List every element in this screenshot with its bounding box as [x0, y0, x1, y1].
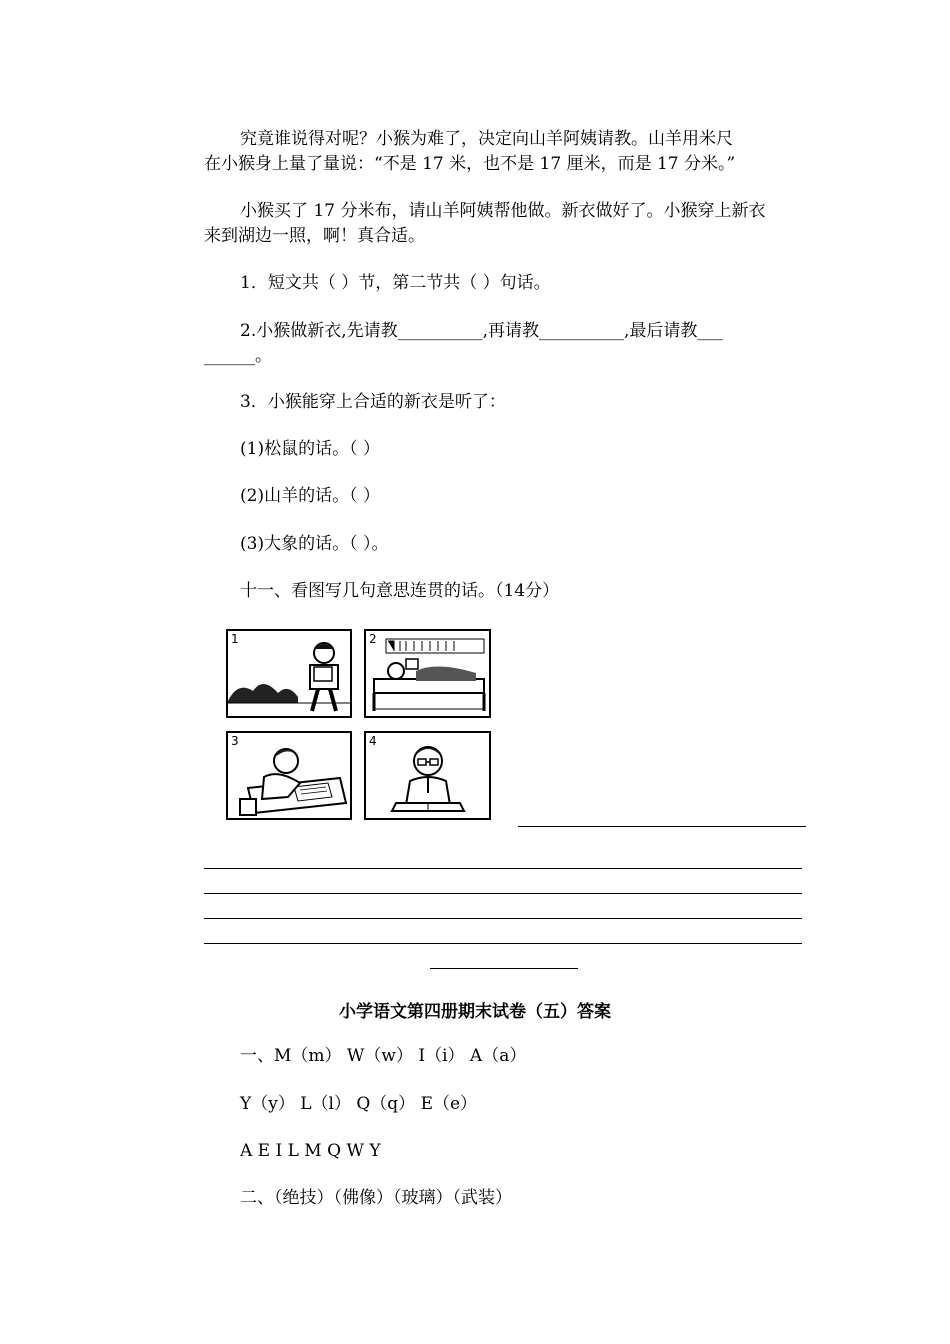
passage-para2-line2: 来到湖边一照，啊！真合适。	[204, 226, 425, 246]
question-3-option-2: (2)山羊的话。（ ）	[240, 486, 380, 506]
answers-title: 小学语文第四册期末试卷（五）答案	[339, 1002, 611, 1022]
picture-number-1: 1	[231, 632, 239, 646]
boy-writing-at-desk-icon	[228, 733, 350, 818]
question-2-line1: 2.小猴做新衣,先请教__________,再请教__________,最后请教___	[240, 321, 723, 341]
section-11-heading: 十一、看图写几句意思连贯的话。（14分）	[240, 581, 560, 601]
answer-line	[204, 943, 802, 944]
answer-line-4: 二、（绝技）（佛像）（玻璃）（武装）	[240, 1188, 512, 1208]
picture-3	[226, 731, 352, 820]
answer-line-3: A E I L M Q W Y	[240, 1141, 381, 1161]
answer-line-1: 一、M（m） W（w） I（i） A（a）	[240, 1046, 527, 1066]
question-3-option-3: (3)大象的话。（ ）。	[240, 534, 389, 554]
picture-number-4: 4	[369, 734, 377, 748]
picture-2	[364, 629, 491, 718]
answer-line-2: Y（y） L（l） Q（q） E（e）	[240, 1094, 478, 1114]
boy-with-glasses-icon	[366, 733, 489, 818]
answer-line	[204, 893, 802, 894]
boy-reading-outdoors-icon	[228, 631, 350, 716]
boy-in-bed-icon	[366, 631, 489, 716]
answer-line	[204, 918, 802, 919]
answer-line	[204, 868, 802, 869]
passage-para1-line2: 在小猴身上量了量说：“不是 17 米，也不是 17 厘米，而是 17 分米。”	[204, 154, 736, 174]
question-2-line2: ______。	[204, 346, 272, 366]
question-1: 1．短文共（ ）节，第二节共（ ）句话。	[240, 273, 551, 293]
answer-line	[430, 968, 578, 969]
picture-number-3: 3	[231, 734, 239, 748]
picture-1	[226, 629, 352, 718]
passage-para2-line1: 小猴买了 17 分米布，请山羊阿姨帮他做。新衣做好了。小猴穿上新衣	[240, 201, 766, 221]
question-3: 3．小猴能穿上合适的新衣是听了：	[240, 392, 506, 412]
question-3-option-1: (1)松鼠的话。（ ）	[240, 439, 380, 459]
picture-number-2: 2	[369, 632, 377, 646]
passage-para1-line1: 究竟谁说得对呢？小猴为难了，决定向山羊阿姨请教。山羊用米尺	[240, 129, 733, 149]
picture-4	[364, 731, 491, 820]
answer-line	[518, 826, 806, 827]
